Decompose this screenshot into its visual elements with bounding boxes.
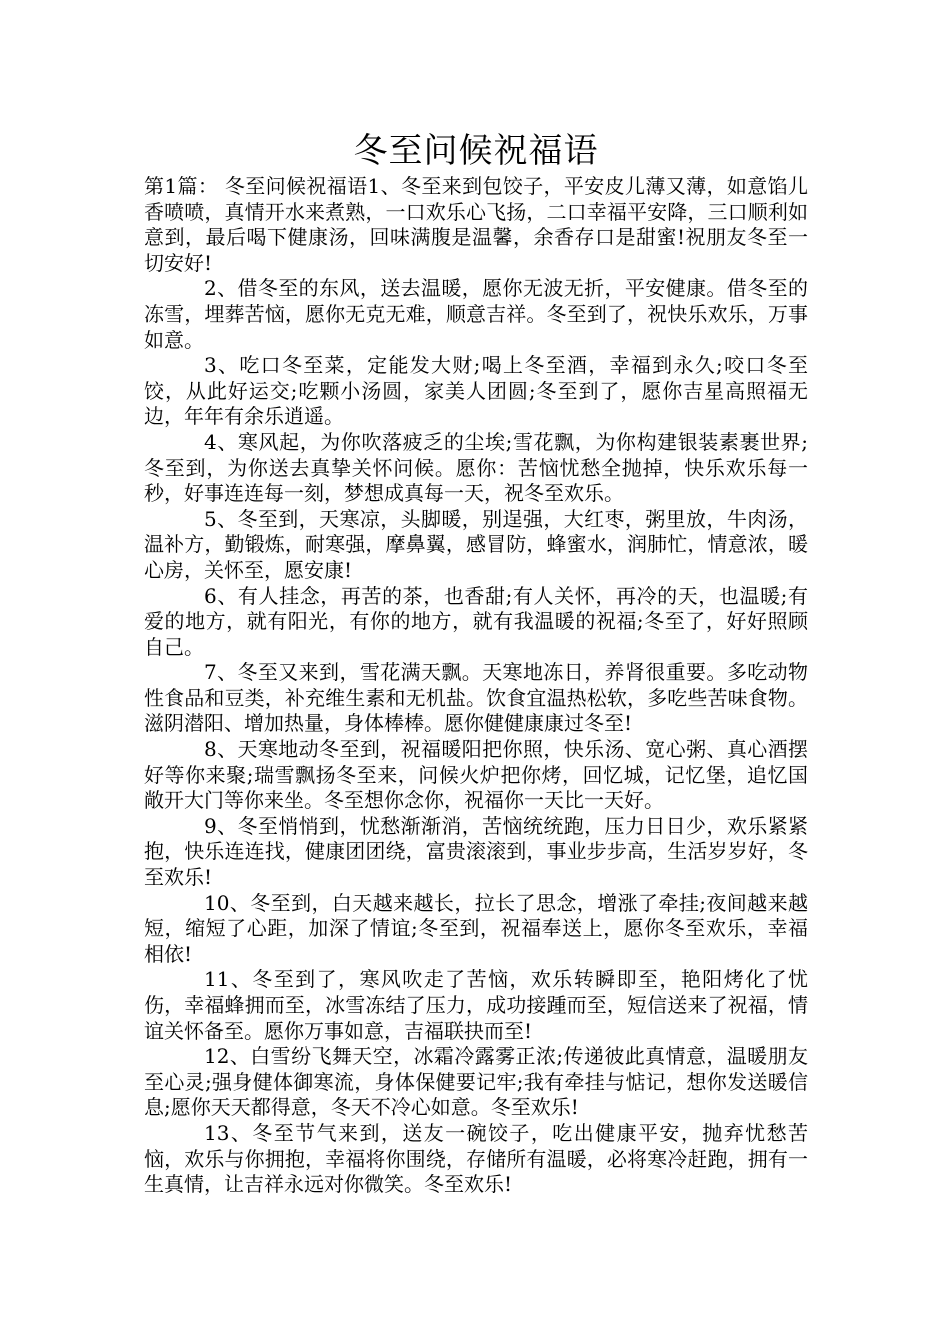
- paragraph-5: 5、冬至到，天寒凉，头脚暖，别逞强，大红枣，粥里放，牛肉汤，温补方，勤锻炼，耐寒强，摩鼻翼，感冒防，蜂蜜水，润肺忙，情意浓，暖心房，关怀至，愿安康!: [144, 506, 808, 582]
- paragraph-8: 8、天寒地动冬至到，祝福暖阳把你照，快乐汤、宽心粥、真心酒摆好等你来聚;瑞雪飘扬冬至来，问候火炉把你烤，回忆城，记忆堡，追忆国敞开大门等你来坐。冬至想你念你，祝福你一天比一天好。: [144, 737, 808, 813]
- paragraph-11: 11、冬至到了，寒风吹走了苦恼，欢乐转瞬即至，艳阳烤化了忧伤，幸福蜂拥而至，冰雪冻结了压力，成功接踵而至，短信送来了祝福，情谊关怀备至。愿你万事如意，吉福联抉而至!: [144, 967, 808, 1043]
- paragraph-2: 2、借冬至的东风，送去温暖，愿你无波无折，平安健康。借冬至的冻雪，埋葬苦恼，愿你无克无难，顺意吉祥。冬至到了，祝快乐欢乐，万事如意。: [144, 276, 808, 352]
- paragraph-1: 第1篇： 冬至问候祝福语1、冬至来到包饺子，平安皮儿薄又薄，如意馅儿香喷喷，真情开水来煮熟，一口欢乐心飞扬，二口幸福平安降，三口顺利如意到，最后喝下健康汤，回味满腹是温馨，余香存口是甜蜜!祝朋友冬至一切安好!: [144, 174, 808, 275]
- paragraph-4: 4、寒风起，为你吹落疲乏的尘埃;雪花飘，为你构建银装素裹世界;冬至到，为你送去真挚关怀问候。愿你：苦恼忧愁全抛掉，快乐欢乐每一秒，好事连连每一刻，梦想成真每一天，祝冬至欢乐。: [144, 429, 808, 506]
- paragraph-7: 7、冬至又来到，雪花满天飘。天寒地冻日，养肾很重要。多吃动物性食品和豆类，补充维生素和无机盐。饮食宜温热松软，多吃些苦味食物。滋阴潜阳、增加热量，身体棒棒。愿你健健康康过冬至!: [144, 660, 808, 736]
- paragraph-3: 3、吃口冬至菜，定能发大财;喝上冬至酒，幸福到永久;咬口冬至饺，从此好运交;吃颗小汤圆，家美人团圆;冬至到了，愿你吉星高照福无边，年年有余乐逍遥。: [144, 353, 808, 429]
- paragraph-12: 12、白雪纷飞舞天空，冰霜冷露雾正浓;传递彼此真情意，温暖朋友至心灵;强身健体御寒流，身体保健要记牢;我有牵挂与惦记，想你发送暖信息;愿你天天都得意，冬天不冷心如意。冬至欢乐!: [144, 1044, 808, 1120]
- document-page: [144, 128, 808, 1198]
- paragraph-13: 13、冬至节气来到，送友一碗饺子，吃出健康平安，抛弃忧愁苦恼，欢乐与你拥抱，幸福将你围绕，存储所有温暖，必将寒冷赶跑，拥有一生真情，让吉祥永远对你微笑。冬至欢乐!: [144, 1120, 808, 1197]
- paragraph-6: 6、有人挂念，再苦的茶，也香甜;有人关怀，再冷的天，也温暖;有爱的地方，就有阳光，有你的地方，就有我温暖的祝福;冬至了，好好照顾自己。: [144, 583, 808, 659]
- document-title: 冬至问候祝福语: [353, 131, 599, 171]
- paragraph-10: 10、冬至到，白天越来越长，拉长了思念，增涨了牵挂;夜间越来越短，缩短了心距，加深了情谊;冬至到，祝福奉送上，愿你冬至欢乐，幸福相依!: [144, 890, 808, 966]
- paragraph-9: 9、冬至悄悄到，忧愁渐渐消，苦恼统统跑，压力日日少，欢乐紧紧抱，快乐连连找，健康团团绕，富贵滚滚到，事业步步高，生活岁岁好，冬至欢乐!: [144, 813, 808, 890]
